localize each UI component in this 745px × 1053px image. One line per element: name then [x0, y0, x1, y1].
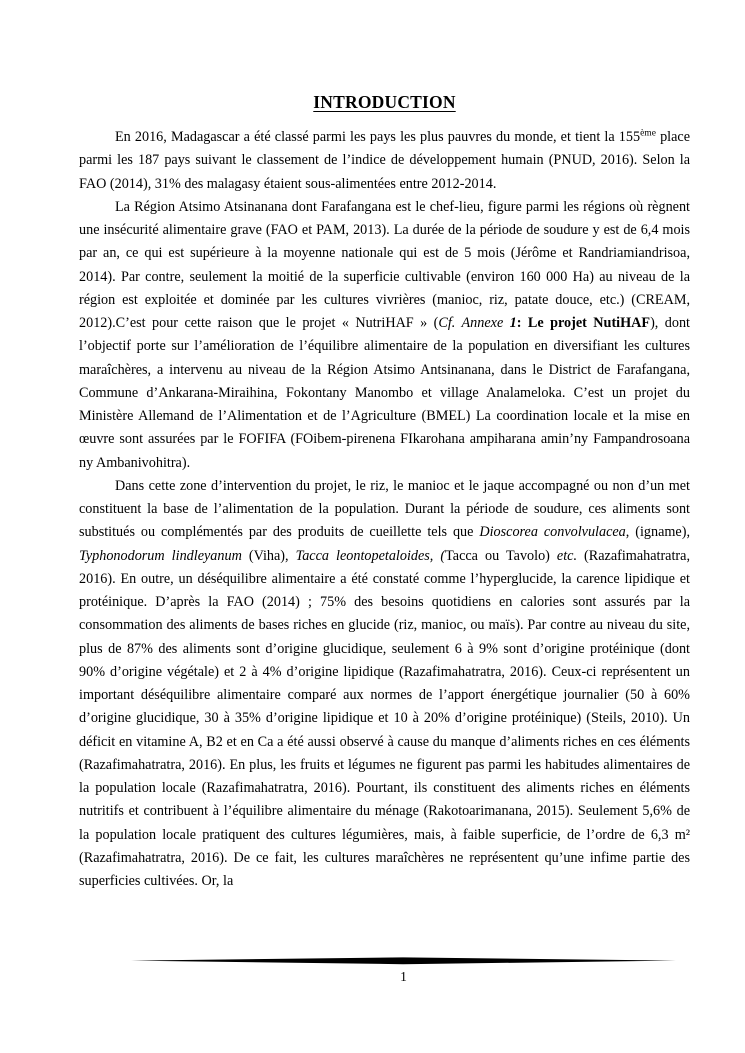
- text-run: 1: [509, 315, 517, 331]
- text-run: Dioscorea convolvulacea: [479, 524, 626, 541]
- text-run: Tacca leontopetaloides, (: [295, 547, 446, 564]
- text-run: place parmi les 187 pays suivant le classement de l’indice de développement humain (PNUD, 2016). Selon la FAO (2014), 31% des malagasy étaient sous-alimentées entre 2012-2014.: [79, 129, 690, 192]
- text-run: ème: [640, 128, 656, 139]
- text-run: En 2016, Madagascar a été classé parmi les pays les plus pauvres du monde, et tient la 155: [115, 129, 641, 145]
- text-run: La Région Atsimo Atsinanana dont Farafangana est le chef-lieu, figure parmi les régions où règnent une insécurité alimentaire grave (FAO et PAM, 2013). La durée de la période de soudure y est de 6,4 mois par an, ce qui est supérieure à la moyenne nationale qui est de 5 mois (Jérôme et Randriamiandrisoa, 2014). Par contre, seulement la moitié de la superficie cultivable (environ 160 000 Ha) au niveau de la région est exploitée et dominée par les cultures vivrières (manioc, riz, patate douce, etc.) (CREAM, 2012).C’est pour cette raison que le projet « NutriHAF » (: [79, 198, 690, 331]
- text-run: : Le projet NutiHAF: [516, 315, 651, 331]
- text-run: (Viha),: [241, 547, 296, 564]
- document-body: [79, 126, 690, 893]
- text-run: Tacca ou Tavolo): [445, 547, 557, 564]
- paragraph-region-project: [79, 196, 690, 475]
- page-title-text: INTRODUCTION: [313, 92, 456, 112]
- text-run: , (igname),: [625, 524, 690, 541]
- paragraph-nutrition-situation: [79, 475, 690, 894]
- text-run: (Razafimahatratra, 2016). En outre, un déséquilibre alimentaire a été constaté comme l’hyperglucide, la carence lipidique et protéinique. D’après la FAO (2014) ; 75% des besoins quotidiens en calories sont assurés par la consommation des aliments de bases riches en glucide (riz, manioc, ou maïs). Par contre au niveau du site, plus de 87% des aliments sont d’origine glucidique, seulement 6 à 9% sont d’origine protéinique (dont 90% d’origine végétale) et 2 à 4% d’origine lipidique (Razafimahatratra, 2016). Ceux-ci représentent un important déséquilibre alimentaire comparé aux normes de l’apport énergétique journalier (50 à 60% d’origine glucidique, 30 à 35% d’origine lipidique et 10 à 20% d’origine protéinique) (Steils, 2010). Un déficit en vitamine A, B2 et en Ca a été aussi observé à cause du manque d’aliments riches en ces éléments (Razafimahatratra, 2016). En plus, les fruits et légumes ne figurent pas parmi les habitudes alimentaires de la population locale (Razafimahatratra, 2016). Pourtant, ils constituent des aliments riches en éléments nutritifs et contribuent à l’équilibre alimentaire du ménage (Rakotoarimanana, 2015). Seulement 5,6% de la population locale pratiquent des cultures légumières, mais, à faible superficie, de l’ordre de 6,3 m² (Razafimahatratra, 2016). De ce fait, les cultures maraîchères ne représentent qu’une infime partie des superficies cultivées. Or, la: [79, 547, 690, 889]
- text-run: etc.: [556, 547, 578, 564]
- page-title: [79, 92, 690, 113]
- paragraph-intro-ranking: [79, 126, 690, 196]
- page-number: 1: [400, 969, 407, 984]
- text-run: Dans cette zone d’intervention du projet, le riz, le manioc et le jaque accompagné ou non d’un met constituent la base de l’alimentation de la population. Durant la période de soudure, ces aliments sont substitués ou complémentés par des produits de cueillette tels que: [79, 477, 690, 541]
- text-run: ), dont l’objectif porte sur l’amélioration de l’équilibre alimentaire de la population en diversifiant les cultures maraîchères, a intervenu au niveau de la Région Atsimo Antsinanana, dans le District de Farafangana, Commune d’Ankarana-Miraihina, Fokontany Manombo et village Analameloka. C’est un projet du Ministère Allemand de l’Alimentation et de l’Agriculture (BMEL) La coordination locale et la mise en œuvre sont assurées par le FOFIFA (FOibem-pirenena FIkarohana ampiharana amin’ny Fampandrosoana ny Ambanivohitra).: [79, 315, 690, 471]
- footer-divider-line: [131, 957, 676, 965]
- text-run: Typhonodorum lindleyanum: [79, 547, 242, 564]
- text-run: Cf. Annexe: [438, 315, 510, 331]
